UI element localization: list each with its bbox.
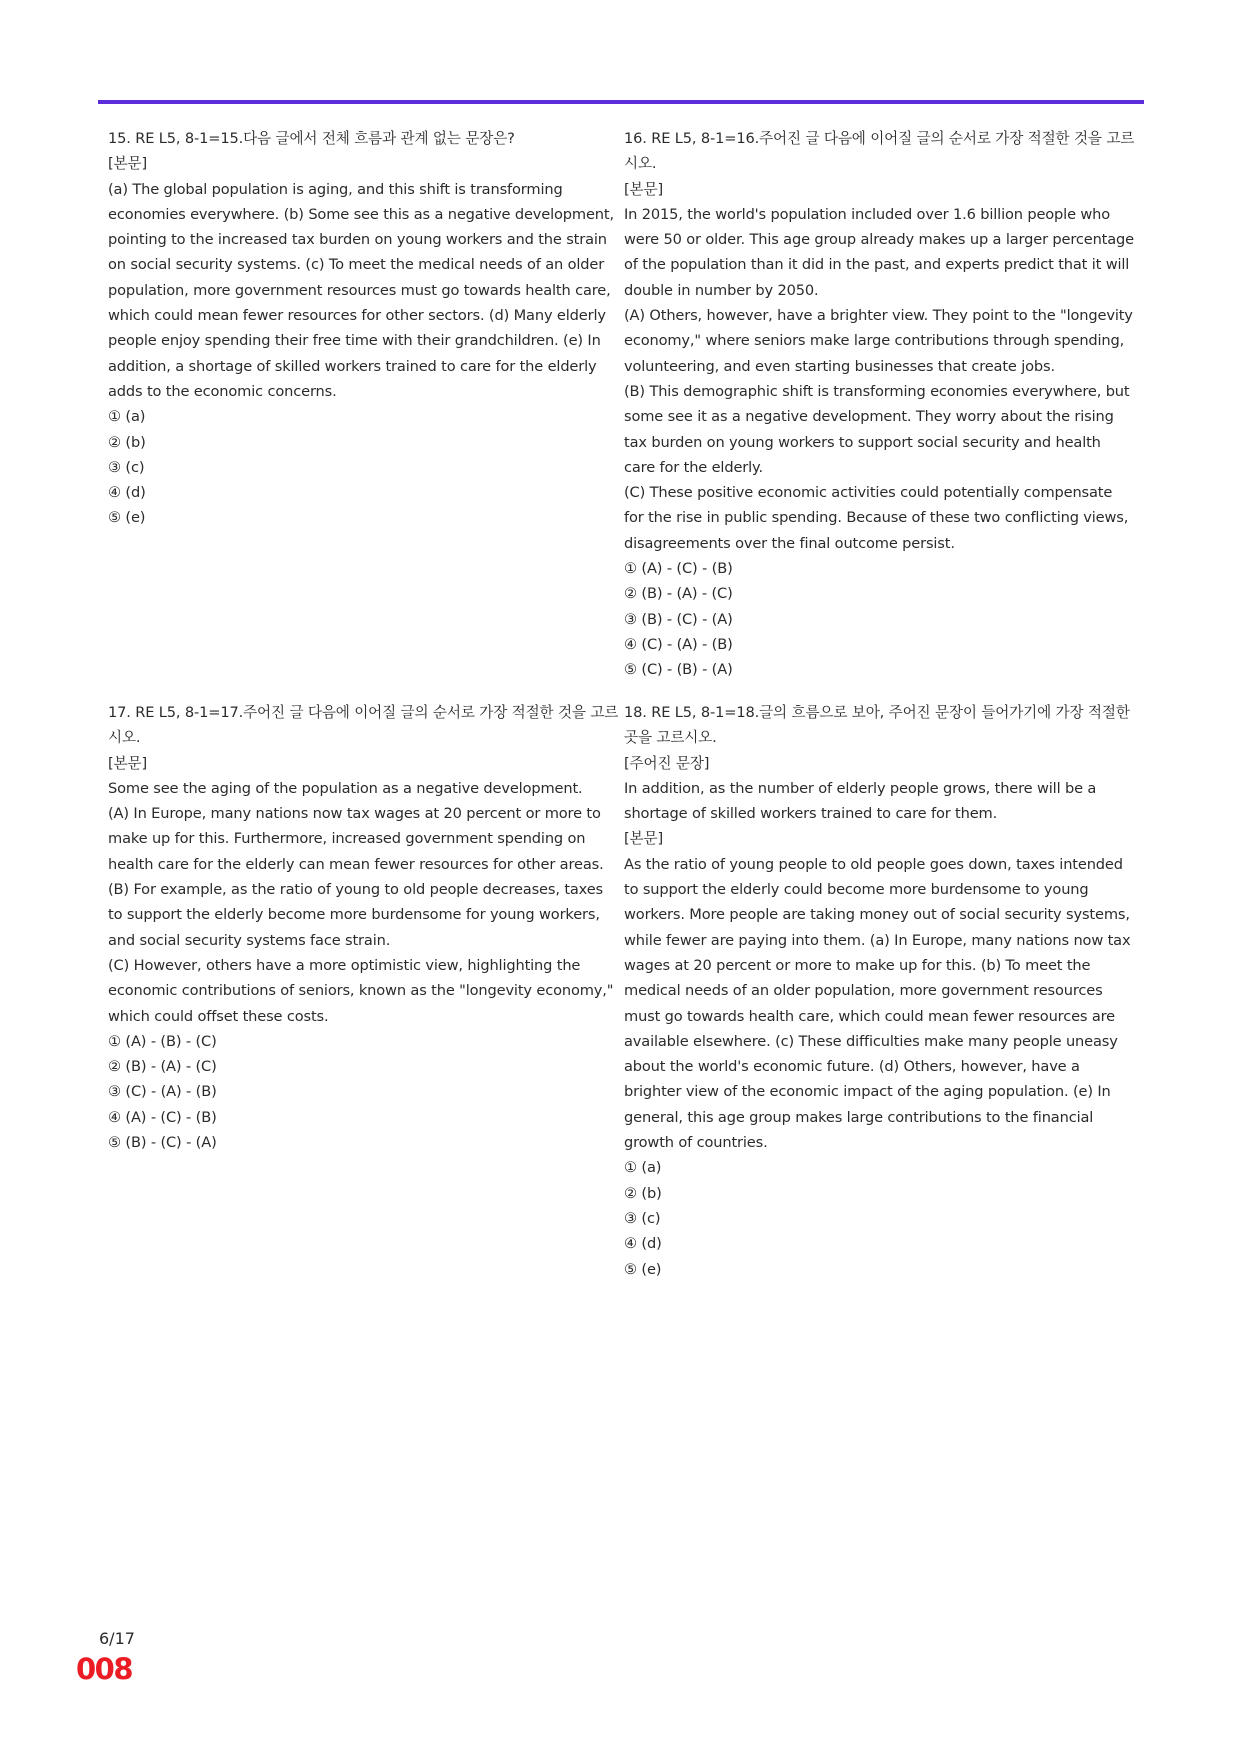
answer-option[interactable]: ⑤ (e) <box>108 509 146 527</box>
section-label: [본문] <box>108 155 147 173</box>
section-label: [본문] <box>624 180 663 198</box>
answer-option[interactable]: ① (A) - (B) - (C) <box>108 1032 217 1050</box>
page-number: 6/17 <box>99 1629 135 1648</box>
answer-option[interactable]: ④ (A) - (C) - (B) <box>108 1108 217 1126</box>
answer-option[interactable]: ① (a) <box>624 1159 662 1177</box>
question-title: 15. RE L5, 8-1=15.다음 글에서 전체 흐름과 관계 없는 문장은? <box>108 130 515 147</box>
answer-option[interactable]: ⑤ (C) - (B) - (A) <box>624 661 733 679</box>
answer-option[interactable]: ① (A) - (C) - (B) <box>624 560 733 578</box>
answer-option[interactable]: ③ (c) <box>624 1209 661 1227</box>
passage-text: (a) The global population is aging, and this shift is transforming economies everywhere. (b) Some see this as a negative development, pointing to the increased tax burden on young workers and the strain on social security systems. (c) To meet the medical needs of an older population, more government resources must go towards health care, which could mean fewer resources for other sectors. (d) Many elderly people enjoy spending their free time with their grandchildren. (e) In addition, a shortage of skilled workers trained to care for the elderly adds to the economic concerns. <box>108 180 614 400</box>
answer-option[interactable]: ② (b) <box>108 433 146 451</box>
given-sentence-label: [주어진 문장] <box>624 754 710 772</box>
question-15 <box>108 126 620 531</box>
answer-option[interactable]: ② (B) - (A) - (C) <box>108 1058 217 1076</box>
answer-option[interactable]: ③ (C) - (A) - (B) <box>108 1083 217 1101</box>
answer-options <box>108 404 620 530</box>
passage-part-a: (A) Others, however, have a brighter view. They point to the "longevity economy," where seniors make large contributions through spending, volunteering, and even starting businesses that create jobs. <box>624 307 1133 375</box>
question-16 <box>624 126 1136 683</box>
question-18 <box>624 700 1136 1282</box>
answer-option[interactable]: ① (a) <box>108 408 146 426</box>
answer-option[interactable]: ④ (d) <box>108 484 146 502</box>
passage-part-a: (A) In Europe, many nations now tax wages at 20 percent or more to make up for this. Furthermore, increased government spending on health care for the elderly can mean fewer resources for other areas. <box>108 805 604 873</box>
answer-option[interactable]: ⑤ (e) <box>624 1260 662 1278</box>
passage-part-b: (B) This demographic shift is transforming economies everywhere, but some see it as a negative development. They worry about the rising tax burden on young workers to support social security and health care for the elderly. <box>624 382 1130 476</box>
passage-text: As the ratio of young people to old people goes down, taxes intended to support the elderly could become more burdensome to young workers. More people are taking money out of social security systems, while fewer are paying into them. (a) In Europe, many nations now tax wages at 20 percent or more to make up for this. (b) To meet the medical needs of an older population, more government resources must go towards health care, which could mean fewer resources are available elsewhere. (c) These difficulties make many people uneasy about the world's economic future. (d) Others, however, have a brighter view of the economic impact of the aging population. (e) In general, this age group makes large contributions to the financial growth of countries. <box>624 855 1131 1152</box>
passage-part-c: (C) However, others have a more optimistic view, highlighting the economic contributions of seniors, known as the "longevity economy," which could offset these costs. <box>108 956 614 1025</box>
section-label: [본문] <box>108 754 147 772</box>
answer-option[interactable]: ② (b) <box>624 1184 662 1202</box>
answer-options <box>108 1029 620 1155</box>
answer-option[interactable]: ⑤ (B) - (C) - (A) <box>108 1134 217 1152</box>
question-title: 16. RE L5, 8-1=16.주어진 글 다음에 이어질 글의 순서로 가장 적절한 것을 고르시오. <box>624 130 1135 173</box>
question-title: 17. RE L5, 8-1=17.주어진 글 다음에 이어질 글의 순서로 가장 적절한 것을 고르시오. <box>108 704 619 747</box>
header-rule <box>98 100 1144 104</box>
answer-options <box>624 556 1136 682</box>
passage-intro: Some see the aging of the population as a negative development. <box>108 779 583 797</box>
question-title: 18. RE L5, 8-1=18.글의 흐름으로 보아, 주어진 문장이 들어가기에 가장 적절한 곳을 고르시오. <box>624 704 1130 747</box>
answer-option[interactable]: ③ (c) <box>108 458 145 476</box>
answer-option[interactable]: ④ (d) <box>624 1235 662 1253</box>
answer-option[interactable]: ② (B) - (A) - (C) <box>624 585 733 603</box>
brand-logo: 008 <box>76 1652 133 1686</box>
answer-options <box>624 1155 1136 1281</box>
answer-option[interactable]: ③ (B) - (C) - (A) <box>624 610 733 628</box>
given-sentence: In addition, as the number of elderly people grows, there will be a shortage of skilled workers trained to care for them. <box>624 779 1097 823</box>
question-17 <box>108 700 620 1155</box>
passage-part-b: (B) For example, as the ratio of young to old people decreases, taxes to support the elderly become more burdensome for young workers, and social security systems face strain. <box>108 881 604 949</box>
section-label: [본문] <box>624 830 663 848</box>
passage-intro: In 2015, the world's population included over 1.6 billion people who were 50 or older. This age group already makes up a larger percentage of the population than it did in the past, and experts predict that it will double in number by 2050. <box>624 205 1134 299</box>
passage-part-c: (C) These positive economic activities could potentially compensate for the rise in public spending. Because of these two conflicting views, disagreements over the final outcome persist. <box>624 484 1129 552</box>
answer-option[interactable]: ④ (C) - (A) - (B) <box>624 635 733 653</box>
